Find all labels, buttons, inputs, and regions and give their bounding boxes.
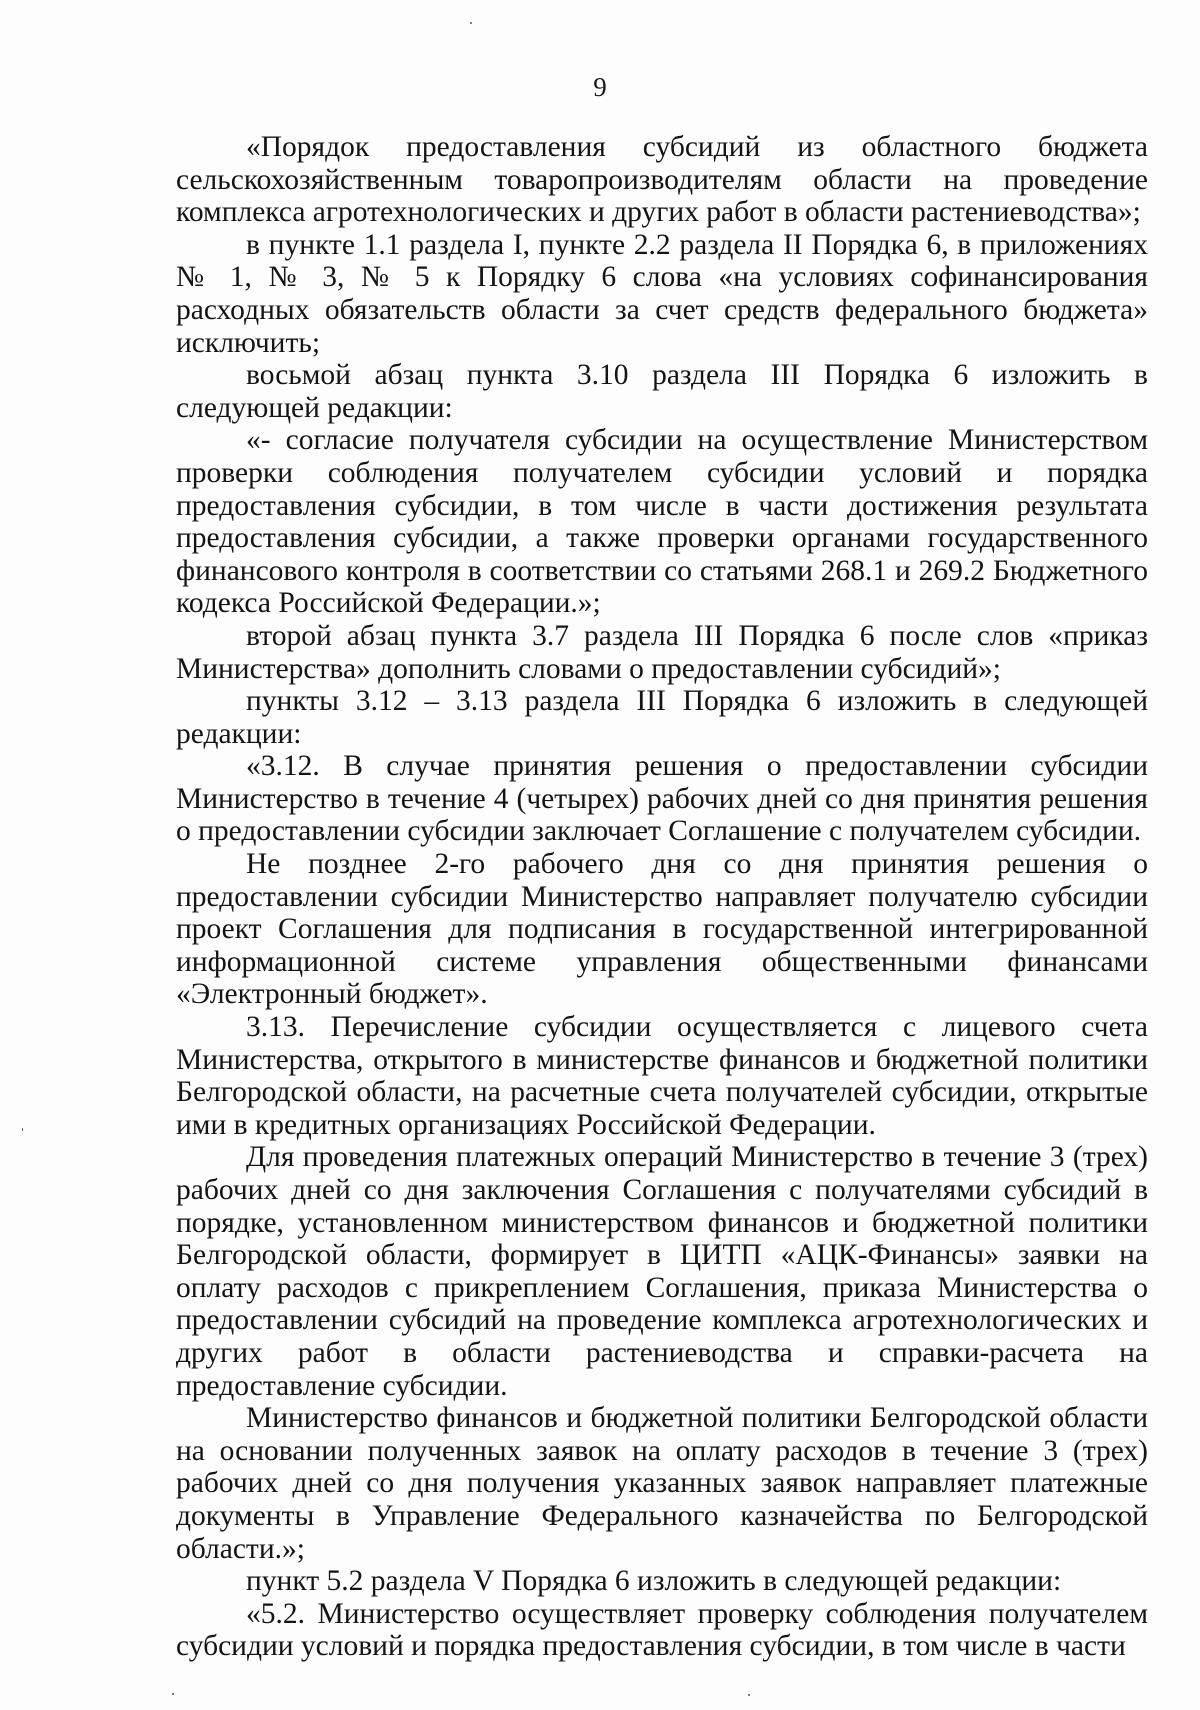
document-body	[176, 131, 1148, 1663]
paragraph-payment-operations: Для проведения платежных операций Министерство в течение 3 (трех) рабочих дней со дня заключения Соглашения с получателями субсидий в порядке, установленном министерством финансов и бюджетной политики Белгородской области, формирует в ЦИТП «АЦК-Финансы» заявки на оплату расходов с прикреплением Соглашения, приказа Министерства о предоставлении субсидий на проведение комплекса агротехнологических и других работ в области растениеводства и справки-расчета на предоставление субсидии.	[176, 1141, 1148, 1402]
paragraph-clause-3-13: 3.13. Перечисление субсидии осуществляется с лицевого счета Министерства, открытого в министерстве финансов и бюджетной политики Белгородской области, на расчетные счета получателей субсидии, открытые ими в кредитных организациях Российской Федерации.	[176, 1011, 1148, 1141]
scan-speck	[22, 1128, 23, 1131]
paragraph-amend-1-1: в пункте 1.1 раздела I, пункте 2.2 раздела II Порядка 6, в приложениях № 1, № 3, № 5 к Порядку 6 слова «на условиях софинансирования расходных обязательств области за счет средств федерального бюджета» исключить;	[176, 228, 1148, 359]
paragraph-electronic-budget: Не позднее 2-го рабочего дня со дня принятия решения о предоставлении субсидии Министерство направляет получателю субсидии проект Соглашения для подписания в государственной интегрированной информационной системе управления общественными финансами «Электронный бюджет».	[176, 848, 1148, 1011]
scan-speck	[470, 22, 472, 24]
paragraph-amend-3-12-3-13: пункты 3.12 – 3.13 раздела III Порядка 6 изложить в следующей редакции:	[176, 685, 1148, 750]
paragraph-consent-clause: «- согласие получателя субсидии на осуществление Министерством проверки соблюдения получателем субсидии условий и порядка предоставления субсидии, в том числе в части достижения результата предоставления субсидии, а также проверки органами государственного финансового контроля в соответствии со статьями 268.1 и 269.2 Бюджетного кодекса Российской Федерации.»;	[176, 424, 1148, 620]
page-number: 9	[593, 72, 607, 102]
paragraph-amend-3-7: второй абзац пункта 3.7 раздела III Порядка 6 после слов «приказ Министерства» дополнить словами о предоставлении субсидий»;	[176, 619, 1148, 685]
scan-speck	[172, 1693, 174, 1695]
paragraph-ministry-finance: Министерство финансов и бюджетной политики Белгородской области на основании полученных заявок на оплату расходов в течение 3 (трех) рабочих дней со дня получения указанных заявок направляет платежные документы в Управление Федерального казначейства по Белгородской области.»;	[176, 1402, 1148, 1565]
paragraph-clause-5-2: «5.2. Министерство осуществляет проверку соблюдения получателем субсидии условий и порядка предоставления субсидии, в том числе в части	[176, 1597, 1148, 1663]
paragraph-order-title: «Порядок предоставления субсидий из областного бюджета сельскохозяйственным товаропроизводителям области на проведение комплекса агротехнологических и других работ в области растениеводства»;	[176, 131, 1148, 229]
paragraph-amend-5-2: пункт 5.2 раздела V Порядка 6 изложить в следующей редакции:	[246, 1565, 1062, 1598]
scan-speck	[748, 1694, 750, 1696]
paragraph-clause-3-12: «3.12. В случае принятия решения о предоставлении субсидии Министерство в течение 4 (четырех) рабочих дней со дня принятия решения о предоставлении субсидии заключает Соглашение с получателем субсидии.	[176, 750, 1148, 848]
paragraph-amend-3-10: восьмой абзац пункта 3.10 раздела III Порядка 6 изложить в следующей редакции:	[176, 359, 1148, 424]
